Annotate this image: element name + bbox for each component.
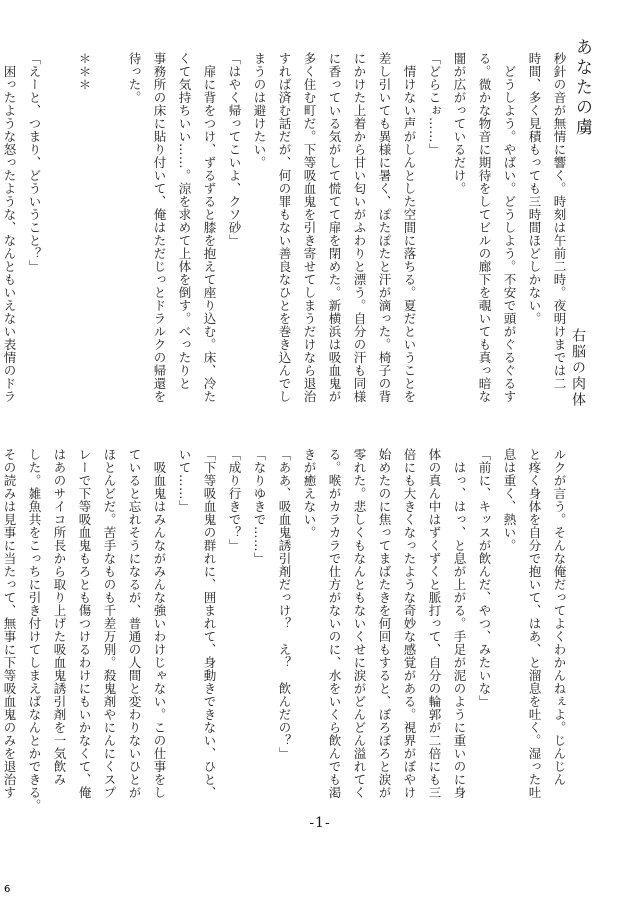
scan-page-index: 6 — [4, 884, 11, 895]
page-number: -1- — [309, 815, 331, 831]
lower-text-block: ルクが言う。そんな俺だってよくわかんねぇよ。じんじん と疼く身体を自分で抱いて、はあ、と溜息を吐く。湿った吐 息は重く、熱い。 「前に、キッスが飲んだ、やつ、みたいな」 はっ、はっ、と息が上がる。手足が泥のように重いのに身 体の真ん中はずくずくと脈打って、自分の輪郭が二倍にも三 倍にも大きくなったような奇妙な感覚がある。視界がぼやけ 始めたのに焦ってまばたきを何回もすると、ぼろぼろと涙が 零れた。悲しくもなんともないくせに涙がどんどん溢れてく る。喉がカラカラで仕方がないのに、水をいくら飲んでも渇 きが癒えない。 「ああ、吸血鬼誘引剤だっけ？ え？ 飲んだの？」 「なりゆきで……」 「成り行きで？」 「下等吸血鬼の群れに、囲まれて、身動きできない、ひと、 いて……」 吸血鬼はみんながみんな強いわけじゃない。この仕事をし ていると忘れそうになるが、普通の人間と変わりないひとが ほとんどだ。苦手なものも千差万別。殺鬼剤やにんにくスプ レーで下等吸血鬼もろとも傷つけるわけにもいかなくて、俺 はあのサイコ所長から取り上げた吸血鬼誘引剤を一気飲み した。雑魚共をこっちに引き付けてしまえばなんとかできる。 その読みは見事に当たって、無事に下等吸血鬼のみを退治す — [2, 448, 567, 812]
story-title: あなたの虜 — [572, 38, 592, 138]
upper-text-block: 秒針の音が無情に響く。時刻は午前二時。夜明けまでは二 時間、多く見積もっても三時間ほどしかない。 どうしよう。やばい。どうしよう。不安で頭がぐるぐるす る。微かな物音に期待をしてビルの廊下を覗いても真っ暗な 闇が広がっているだけ。 「どらこぉ……」 情けない声がしんとした空間に落ちる。夏だということを 差し引いても異様に暑く、ぽたぽたと汗が滴った。椅子の背 にかけた上着から甘い匂いがふわりと漂う。自分の汗も同様 に香っている気がして慌てて扉を閉めた。新横浜は吸血鬼が 多く住む町だ。下等吸血鬼を引き寄せてしまうだけなら退治 すれば済む話だが、何の罪もない善良なひとを巻き込んでし まうのは避けたい。 「はやく帰ってこいよ、クソ砂」 扉に背をつけ、ずるずると膝を抱えて座り込む。床、冷た くて気持ちいい……。涼を求めて上体を倒す。べったりと 事務所の床に貼り付いて、俺はただじっとドラルクの帰還を 待った。 ＊＊＊ 「えーと、つまり、どういうこと？」 困ったような怒ったような、なんともいえない表情のドラ — [2, 52, 567, 403]
author-name: 右脳の肉体 — [570, 328, 586, 408]
